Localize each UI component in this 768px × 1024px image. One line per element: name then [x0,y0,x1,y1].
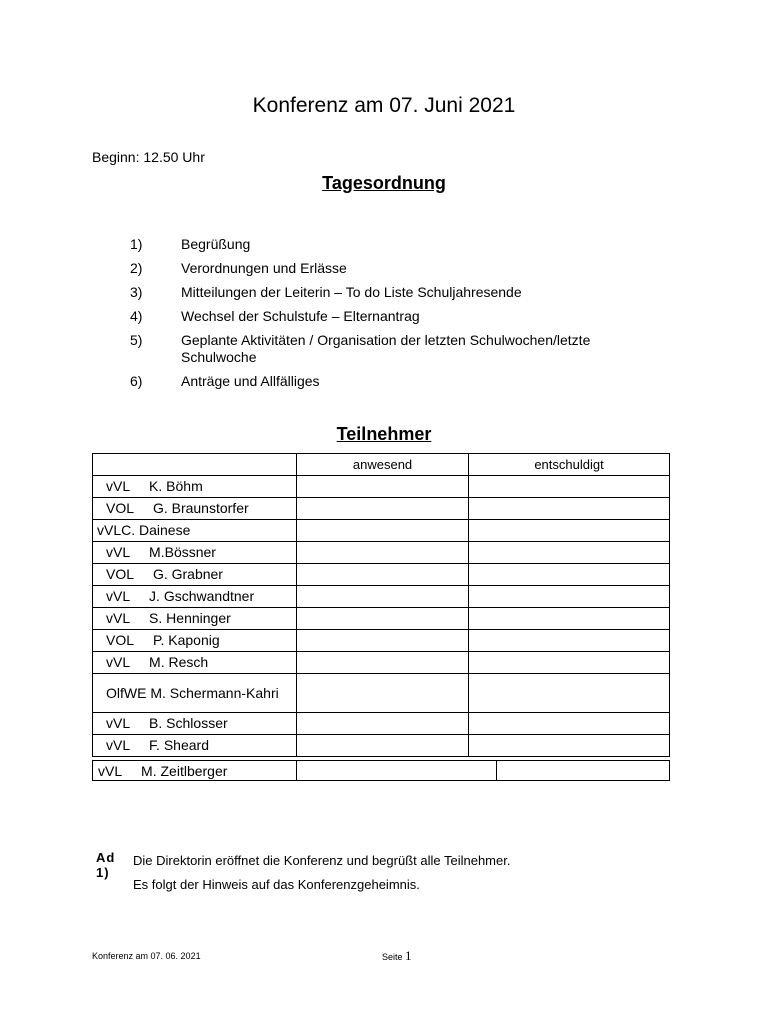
agenda-heading: Tagesordnung [322,173,446,193]
excused-cell [469,586,670,608]
excused-cell [469,630,670,652]
excused-cell [469,735,670,757]
section-label-ad1: Ad 1) [96,850,116,880]
excused-cell [469,564,670,586]
table-row [93,713,670,735]
present-cell [297,476,469,498]
agenda-item [130,284,650,301]
footer-page [382,948,412,964]
present-cell [297,735,469,757]
participant-name: vVL F. Sheard [93,735,297,757]
participant-name: vVLC. Dainese [93,520,297,542]
section-text-ad1 [133,849,510,897]
present-cell [297,520,469,542]
table-row-last [92,760,670,781]
excused-cell [497,761,669,780]
present-cell [297,713,469,735]
participant-name: VOL G. Braunstorfer [93,498,297,520]
excused-cell [469,608,670,630]
agenda-item-text: Wechsel der Schulstufe – Elternantrag [181,308,420,324]
present-cell [297,542,469,564]
agenda-item-text: Mitteilungen der Leiterin – To do Liste Schuljahresende [181,284,522,300]
excused-cell [469,498,670,520]
agenda-item-number: 3) [130,284,143,300]
agenda-item-number: 5) [130,332,143,348]
column-header-present: anwesend [297,454,469,476]
agenda-item-number: 4) [130,308,143,324]
participants-heading: Teilnehmer [336,424,432,444]
agenda-item-text: Begrüßung [181,236,251,252]
column-header-excused: entschuldigt [469,454,670,476]
excused-cell [469,652,670,674]
column-header-name [93,454,297,476]
table-row [93,498,670,520]
participant-name: vVL B. Schlosser [93,713,297,735]
table-row [93,674,670,713]
participant-name: vVL K. Böhm [93,476,297,498]
footer-document-title: Konferenz am 07. 06. 2021 [92,951,201,961]
ad1-line: Die Direktorin eröffnet die Konferenz und begrüßt alle Teilnehmer. [133,853,511,868]
participant-name: VOL G. Grabner [93,564,297,586]
table-row [93,586,670,608]
present-cell [297,564,469,586]
present-cell [297,652,469,674]
agenda-item [130,332,650,366]
start-time: Beginn: 12.50 Uhr [92,149,205,165]
table-row [93,476,670,498]
present-cell [297,630,469,652]
participant-name: vVL M. Resch [93,652,297,674]
agenda-item [130,260,650,277]
table-row [93,630,670,652]
agenda-item [130,308,650,325]
agenda-item [130,373,650,390]
agenda-item-number: 6) [130,373,143,389]
document-title: Konferenz am 07. Juni 2021 [252,94,516,117]
footer-page-label: Seite [382,952,403,962]
present-cell [297,761,497,780]
agenda-item-number: 1) [130,236,143,252]
agenda-item-text: Verordnungen und Erlässe [181,260,347,276]
table-header-row [93,454,670,476]
agenda-list [130,236,650,397]
present-cell [297,498,469,520]
participant-name: OlfWE M. Schermann-Kahri [93,674,297,713]
attendance-table [92,453,670,757]
participant-name: vVL J. Gschwandtner [93,586,297,608]
agenda-item-number: 2) [130,260,143,276]
agenda-item [130,236,650,253]
table-row [93,542,670,564]
table-row [93,735,670,757]
agenda-item-text: Geplante Aktivitäten / Organisation der letzten Schulwochen/letzte Schulwoche [181,332,591,365]
present-cell [297,608,469,630]
participant-name: vVL M. Zeitlberger [93,761,297,780]
agenda-item-text: Anträge und Allfälliges [181,373,320,389]
excused-cell [469,674,670,713]
excused-cell [469,542,670,564]
table-row [93,520,670,542]
present-cell [297,586,469,608]
present-cell [297,674,469,713]
footer-page-number: 1 [405,948,412,963]
ad1-line: Es folgt der Hinweis auf das Konferenzgeheimnis. [133,877,420,892]
table-row [93,652,670,674]
excused-cell [469,476,670,498]
participant-name: vVL M.Bössner [93,542,297,564]
excused-cell [469,520,670,542]
participant-name: vVL S. Henninger [93,608,297,630]
table-row [93,608,670,630]
excused-cell [469,713,670,735]
participant-name: VOL P. Kaponig [93,630,297,652]
table-row [93,564,670,586]
